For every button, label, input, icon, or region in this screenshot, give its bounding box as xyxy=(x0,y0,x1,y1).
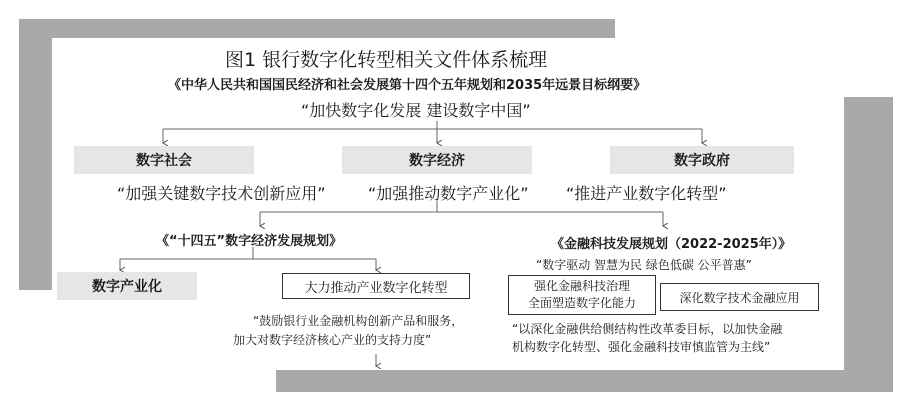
fintech-quote-line1: “以深化金融供给侧结构性改革委目标，以加快金融 xyxy=(512,322,783,336)
figure-title: 图1 银行数字化转型相关文件体系梳理 xyxy=(225,49,548,71)
fintech-application-box: 深化数字技术金融应用 xyxy=(660,283,819,311)
fintech-governance-line1: 强化金融科技治理 xyxy=(533,279,630,293)
pillar-digital-economy: 数字经济 xyxy=(342,146,532,174)
fintech-governance-line2: 全面塑造数字化能力 xyxy=(527,296,636,310)
fintech-governance-box xyxy=(508,275,656,315)
pillar-quote-society: “加强关键数字技术创新应用” xyxy=(117,184,326,203)
pillar-digital-government: 数字政府 xyxy=(610,146,794,174)
transformation-box: 大力推动产业数字化转型 xyxy=(282,273,470,299)
transformation-quote-line2: 加大对数字经济核心产业的支持力度” xyxy=(233,333,432,347)
transformation-quote-line1: “鼓励银行业金融机构创新产品和服务， xyxy=(253,314,464,328)
plan-slogan: “加快数字化发展 建设数字中国” xyxy=(301,101,531,120)
pillar-quote-economy: “加强推动数字产业化” xyxy=(368,184,529,203)
pillar-quote-government: “推进产业数字化转型” xyxy=(566,184,727,203)
plan-name: 《中华人民共和国国民经济和社会发展第十四个五年规划和2035年远景目标纲要》 xyxy=(168,78,647,93)
fintech-plan-slogan: “数字驱动 智慧为民 绿色低碳 公平普惠” xyxy=(536,258,752,272)
pillar-digital-society: 数字社会 xyxy=(74,146,254,174)
digital-industrialization-box: 数字产业化 xyxy=(57,272,197,300)
digital-economy-plan-name: 《“十四五”数字经济发展规划》 xyxy=(156,234,343,249)
fintech-quote-line2: 机构数字化转型、强化金融科技审慎监管为主线” xyxy=(512,340,771,354)
fintech-plan-name: 《金融科技发展规划（2022-2025年）》 xyxy=(551,237,792,252)
